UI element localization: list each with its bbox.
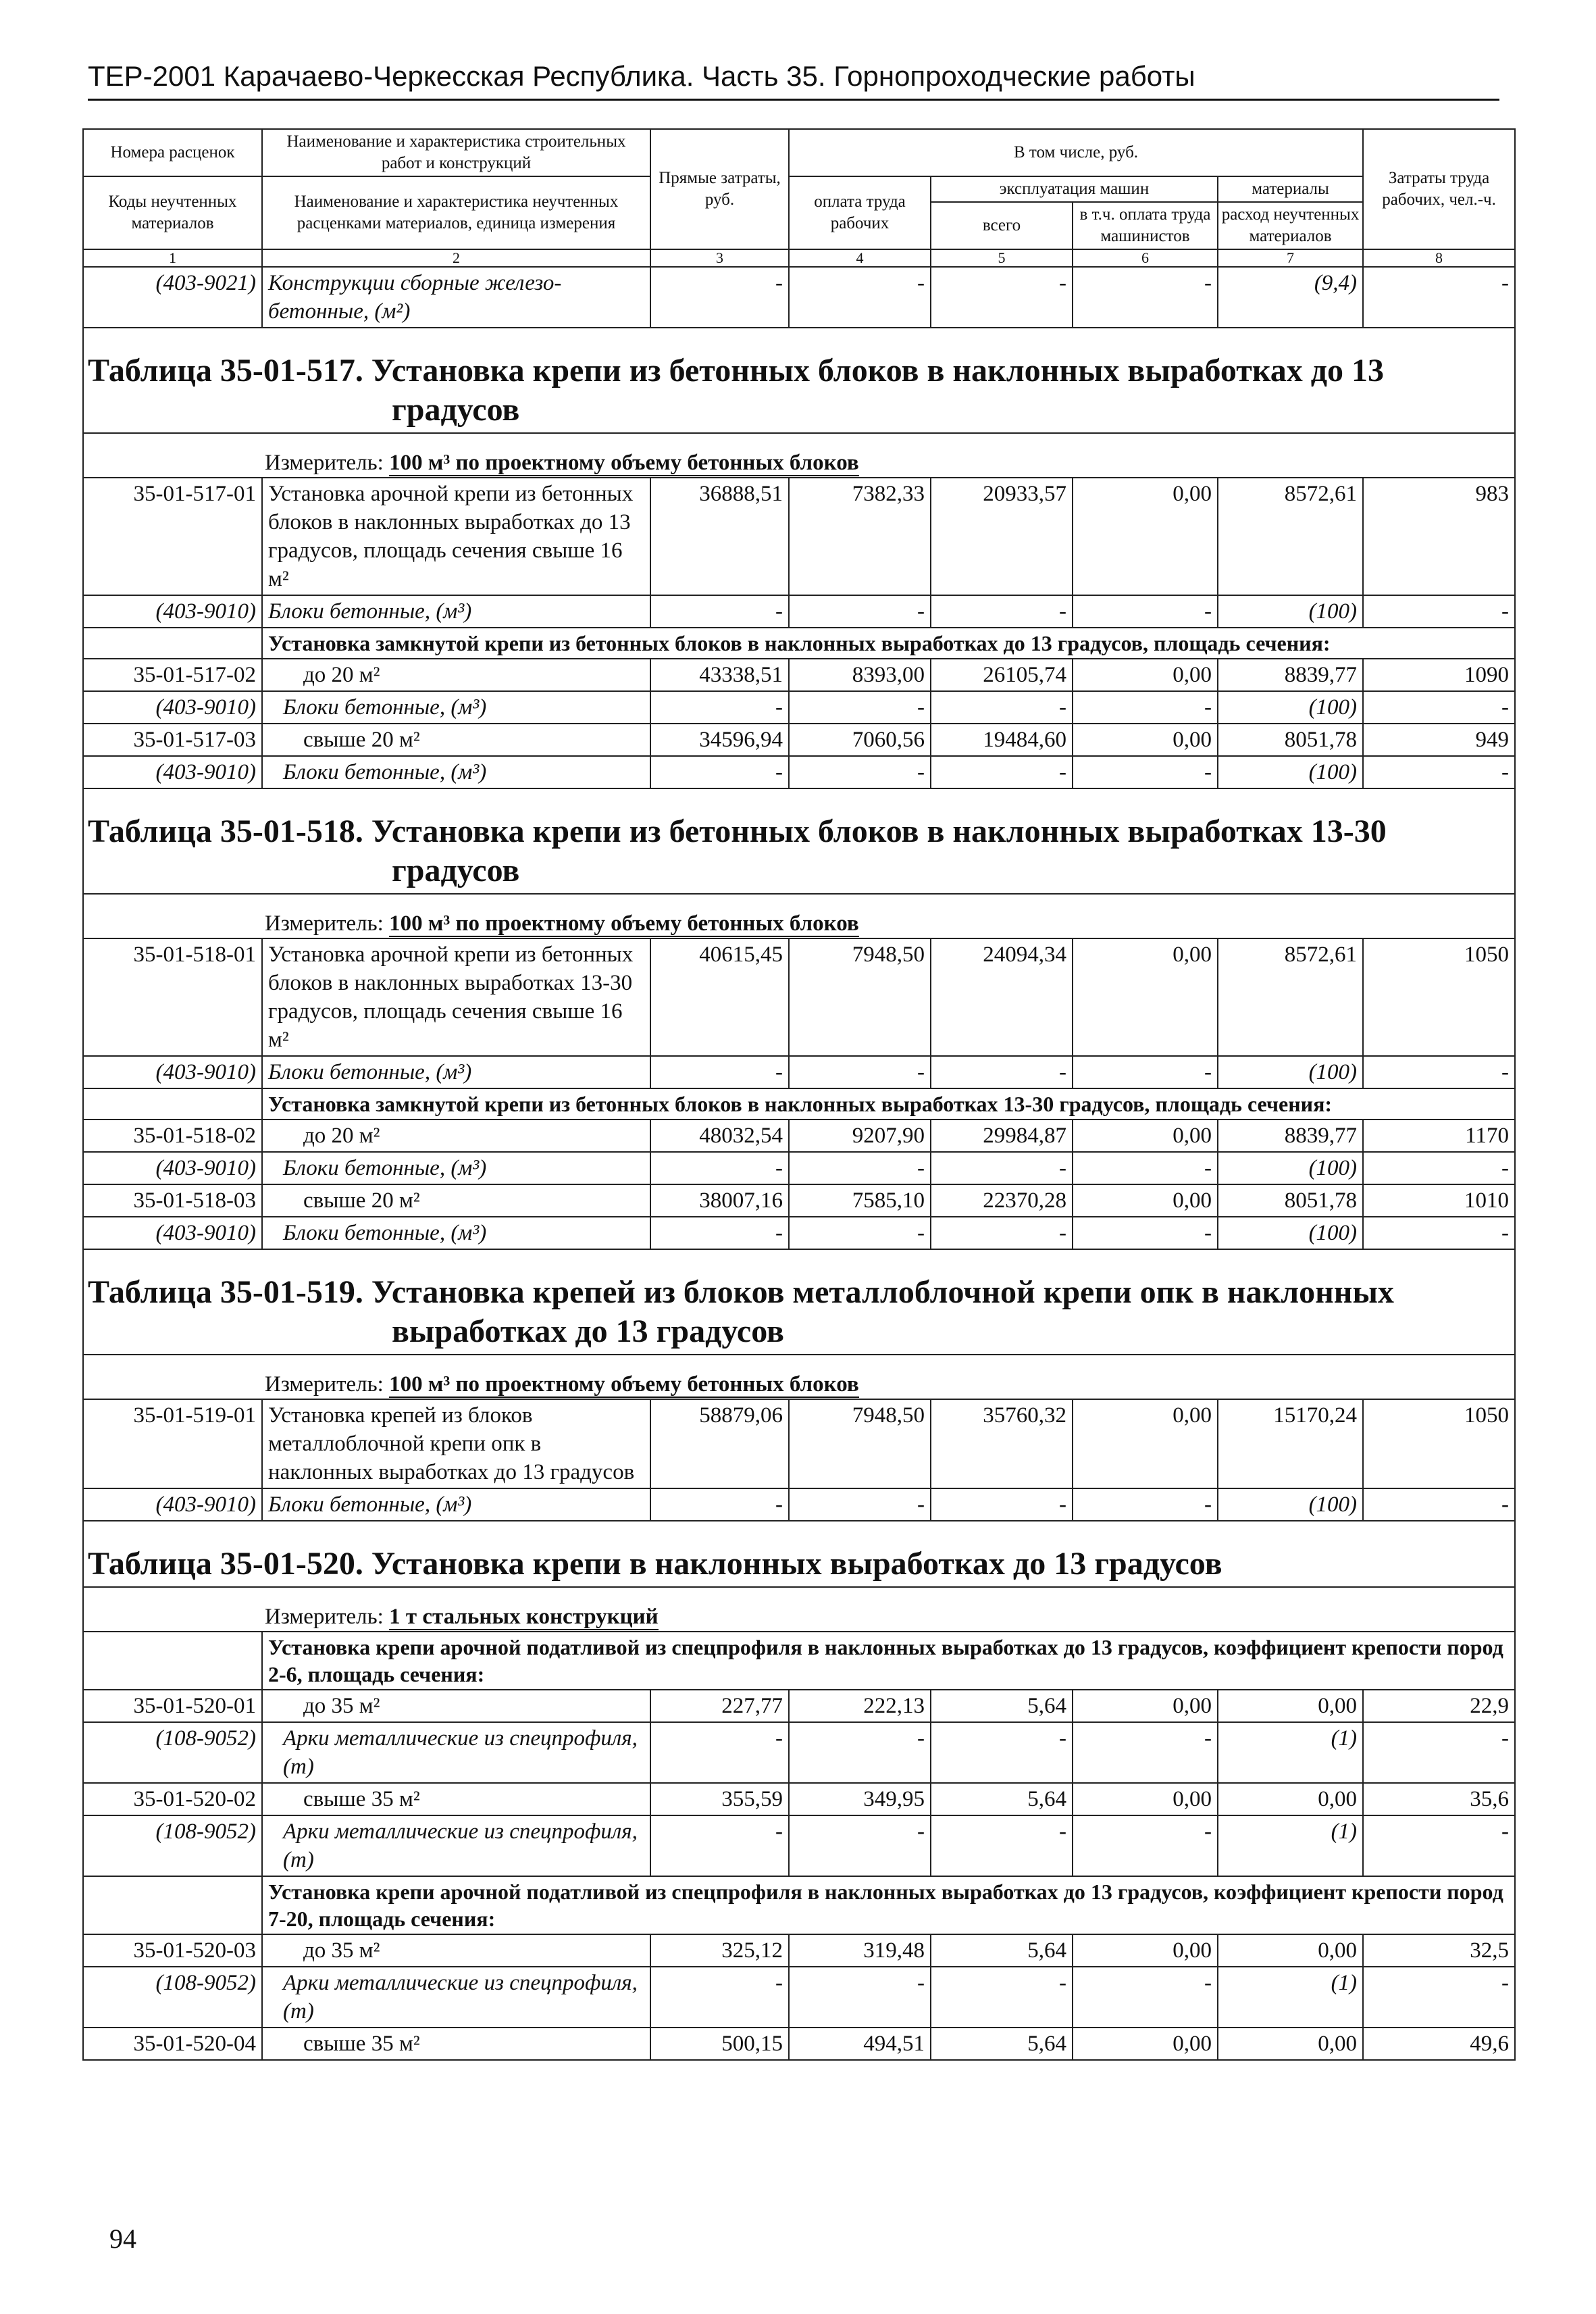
worker-hours: - xyxy=(1363,1815,1515,1876)
section-title-row xyxy=(83,788,1515,894)
header-including: В том числе, руб. xyxy=(789,129,1363,176)
machine-labor-cost: - xyxy=(1073,756,1218,788)
worker-hours: 1170 xyxy=(1363,1120,1515,1152)
labor-cost: - xyxy=(789,691,931,724)
labor-cost: 7948,50 xyxy=(789,1399,931,1488)
material-cost: 8839,77 xyxy=(1218,659,1363,691)
rate-name: свыше 35 м² xyxy=(262,1783,650,1815)
rate-name: до 20 м² xyxy=(262,1120,650,1152)
rate-name: до 35 м² xyxy=(262,1690,650,1722)
direct-cost: 36888,51 xyxy=(650,478,789,595)
rate-code: 35-01-518-03 xyxy=(83,1184,262,1217)
material-cost: 0,00 xyxy=(1218,1783,1363,1815)
worker-hours: 49,6 xyxy=(1363,2028,1515,2060)
table-row xyxy=(83,691,1515,724)
rate-code: 35-01-520-02 xyxy=(83,1783,262,1815)
table-row xyxy=(83,595,1515,628)
rates-sheet xyxy=(82,128,1514,2061)
header-name-bottom: Наименование и характеристика неучтенных расценками материалов, единица измерения xyxy=(262,176,650,249)
labor-cost: 222,13 xyxy=(789,1690,931,1722)
machine-labor-cost: 0,00 xyxy=(1073,1184,1218,1217)
header-code-bottom: Коды неучтенных материалов xyxy=(83,176,262,249)
material-code: (403-9021) xyxy=(83,267,262,328)
material-cost: (100) xyxy=(1218,1056,1363,1088)
machine-cost: - xyxy=(931,691,1073,724)
column-numbers-row xyxy=(83,249,1515,267)
material-code: (108-9052) xyxy=(83,1722,262,1783)
rate-name: до 20 м² xyxy=(262,659,650,691)
material-name: Блоки бетонные, (м³) xyxy=(262,1056,650,1088)
section-title-cont: выработках до 13 градусов xyxy=(392,1313,784,1349)
machine-cost: 26105,74 xyxy=(931,659,1073,691)
table-header-row xyxy=(83,176,1515,202)
column-number: 3 xyxy=(650,249,789,267)
direct-cost: 38007,16 xyxy=(650,1184,789,1217)
material-name: Блоки бетонные, (м³) xyxy=(262,1488,650,1521)
subheading: Установка крепи арочной податливой из спецпрофиля в наклонных выработках до 13 градусов, коэффициент крепости пород 7-20, площадь сечения: xyxy=(262,1876,1515,1934)
rate-code: 35-01-518-01 xyxy=(83,938,262,1056)
worker-hours: 1090 xyxy=(1363,659,1515,691)
measure-label: Измеритель: xyxy=(265,1605,384,1629)
direct-cost: - xyxy=(650,595,789,628)
header-materials: материалы xyxy=(1218,176,1363,202)
machine-cost: - xyxy=(931,1815,1073,1876)
worker-hours: - xyxy=(1363,1056,1515,1088)
machine-cost: 35760,32 xyxy=(931,1399,1073,1488)
table-row xyxy=(83,2028,1515,2060)
measure-label: Измеритель: xyxy=(265,1372,384,1397)
table-row xyxy=(83,1722,1515,1783)
machine-labor-cost: - xyxy=(1073,1815,1218,1876)
rate-name: свыше 35 м² xyxy=(262,2028,650,2060)
material-code: (403-9010) xyxy=(83,1056,262,1088)
machine-labor-cost: 0,00 xyxy=(1073,1120,1218,1152)
machine-labor-cost: 0,00 xyxy=(1073,2028,1218,2060)
subheading: Установка крепи арочной податливой из спецпрофиля в наклонных выработках до 13 градусов, коэффициент крепости пород 2-6, площадь сечения: xyxy=(262,1632,1515,1690)
column-number: 5 xyxy=(931,249,1073,267)
rate-name: до 35 м² xyxy=(262,1934,650,1967)
labor-cost: - xyxy=(789,595,931,628)
machine-labor-cost: - xyxy=(1073,267,1218,328)
direct-cost: 227,77 xyxy=(650,1690,789,1722)
worker-hours: - xyxy=(1363,1488,1515,1521)
material-cost: (1) xyxy=(1218,1967,1363,2028)
material-cost: (100) xyxy=(1218,1488,1363,1521)
subheading-row xyxy=(83,1876,1515,1934)
machine-labor-cost: 0,00 xyxy=(1073,478,1218,595)
header-machines: эксплуатация машин xyxy=(931,176,1218,202)
material-cost: 8572,61 xyxy=(1218,478,1363,595)
machine-cost: 5,64 xyxy=(931,1934,1073,1967)
labor-cost: 319,48 xyxy=(789,1934,931,1967)
labor-cost: - xyxy=(789,1722,931,1783)
material-cost: (100) xyxy=(1218,756,1363,788)
section-title-row xyxy=(83,328,1515,433)
machine-cost: 19484,60 xyxy=(931,724,1073,756)
table-row xyxy=(83,1690,1515,1722)
direct-cost: - xyxy=(650,1967,789,2028)
machine-cost: 24094,34 xyxy=(931,938,1073,1056)
table-row xyxy=(83,1815,1515,1876)
labor-cost: 7382,33 xyxy=(789,478,931,595)
rate-name: свыше 20 м² xyxy=(262,724,650,756)
labor-cost: - xyxy=(789,1488,931,1521)
table-row xyxy=(83,1967,1515,2028)
direct-cost: 48032,54 xyxy=(650,1120,789,1152)
machine-cost: 5,64 xyxy=(931,1690,1073,1722)
table-row xyxy=(83,478,1515,595)
section-title-row xyxy=(83,1521,1515,1587)
machine-labor-cost: 0,00 xyxy=(1073,1783,1218,1815)
subheading-row xyxy=(83,628,1515,659)
machine-cost: 5,64 xyxy=(931,1783,1073,1815)
machine-labor-cost: - xyxy=(1073,595,1218,628)
material-code: (403-9010) xyxy=(83,756,262,788)
measure-row xyxy=(83,1587,1515,1632)
worker-hours: 983 xyxy=(1363,478,1515,595)
section-title: Таблица 35-01-517. Установка крепи из бетонных блоков в наклонных выработках до 13 xyxy=(88,353,1385,388)
direct-cost: - xyxy=(650,267,789,328)
machine-labor-cost: - xyxy=(1073,1152,1218,1184)
material-name: Арки металлические из спецпрофиля, (т) xyxy=(262,1967,650,2028)
machine-labor-cost: - xyxy=(1073,1488,1218,1521)
material-cost: (9,4) xyxy=(1218,267,1363,328)
table-row xyxy=(83,1934,1515,1967)
material-cost: 8051,78 xyxy=(1218,724,1363,756)
header-name-top: Наименование и характеристика строительных работ и конструкций xyxy=(262,129,650,176)
machine-cost: - xyxy=(931,595,1073,628)
header-direct: Прямые затраты, руб. xyxy=(650,129,789,249)
header-machines-total: всего xyxy=(931,202,1073,249)
direct-cost: - xyxy=(650,1152,789,1184)
measure-label: Измеритель: xyxy=(265,911,384,936)
machine-cost: 5,64 xyxy=(931,2028,1073,2060)
material-code: (403-9010) xyxy=(83,1217,262,1249)
material-name: Арки металлические из спецпрофиля, (т) xyxy=(262,1815,650,1876)
machine-labor-cost: 0,00 xyxy=(1073,724,1218,756)
material-cost: (100) xyxy=(1218,1217,1363,1249)
material-cost: 8572,61 xyxy=(1218,938,1363,1056)
worker-hours: 1050 xyxy=(1363,1399,1515,1488)
labor-cost: 7948,50 xyxy=(789,938,931,1056)
material-cost: 15170,24 xyxy=(1218,1399,1363,1488)
section-title-cont: градусов xyxy=(392,853,520,888)
table-row xyxy=(83,1399,1515,1488)
material-name: Блоки бетонные, (м³) xyxy=(262,1152,650,1184)
material-name: Арки металлические из спецпрофиля, (т) xyxy=(262,1722,650,1783)
labor-cost: - xyxy=(789,1152,931,1184)
worker-hours: 35,6 xyxy=(1363,1783,1515,1815)
labor-cost: 349,95 xyxy=(789,1783,931,1815)
subheading: Установка замкнутой крепи из бетонных блоков в наклонных выработках до 13 градусов, площадь сечения: xyxy=(262,628,1515,659)
column-number: 7 xyxy=(1218,249,1363,267)
header-workers: Затраты труда рабочих, чел.-ч. xyxy=(1363,129,1515,249)
material-name: Блоки бетонные, (м³) xyxy=(262,1217,650,1249)
material-name: Конструкции сборные железо-бетонные, (м²) xyxy=(262,267,650,328)
machine-labor-cost: 0,00 xyxy=(1073,1934,1218,1967)
table-row xyxy=(83,1120,1515,1152)
machine-cost: 22370,28 xyxy=(931,1184,1073,1217)
machine-cost: - xyxy=(931,1722,1073,1783)
table-row xyxy=(83,267,1515,328)
measure-value: 100 м³ по проектному объему бетонных блоков xyxy=(389,451,859,475)
direct-cost: 325,12 xyxy=(650,1934,789,1967)
worker-hours: - xyxy=(1363,1152,1515,1184)
machine-labor-cost: - xyxy=(1073,1967,1218,2028)
direct-cost: - xyxy=(650,691,789,724)
machine-labor-cost: - xyxy=(1073,1056,1218,1088)
direct-cost: 500,15 xyxy=(650,2028,789,2060)
material-code: (403-9010) xyxy=(83,1488,262,1521)
section-title: Таблица 35-01-518. Установка крепи из бетонных блоков в наклонных выработках 13-30 xyxy=(88,813,1387,849)
table-row xyxy=(83,1217,1515,1249)
material-cost: (100) xyxy=(1218,1152,1363,1184)
column-number: 6 xyxy=(1073,249,1218,267)
machine-labor-cost: 0,00 xyxy=(1073,938,1218,1056)
table-row xyxy=(83,1152,1515,1184)
labor-cost: 7060,56 xyxy=(789,724,931,756)
direct-cost: 355,59 xyxy=(650,1783,789,1815)
material-cost: 8051,78 xyxy=(1218,1184,1363,1217)
page-header xyxy=(88,59,1499,101)
table-row xyxy=(83,724,1515,756)
worker-hours: 32,5 xyxy=(1363,1934,1515,1967)
rate-code: 35-01-517-02 xyxy=(83,659,262,691)
rate-code: 35-01-517-01 xyxy=(83,478,262,595)
worker-hours: 1050 xyxy=(1363,938,1515,1056)
machine-cost: - xyxy=(931,267,1073,328)
measure-row xyxy=(83,433,1515,478)
table-row xyxy=(83,1783,1515,1815)
direct-cost: 40615,45 xyxy=(650,938,789,1056)
machine-labor-cost: 0,00 xyxy=(1073,1690,1218,1722)
direct-cost: - xyxy=(650,1722,789,1783)
rate-code: 35-01-520-03 xyxy=(83,1934,262,1967)
rate-code: 35-01-517-03 xyxy=(83,724,262,756)
material-code: (403-9010) xyxy=(83,691,262,724)
rate-code: 35-01-518-02 xyxy=(83,1120,262,1152)
header-code-top: Номера расценок xyxy=(83,129,262,176)
direct-cost: - xyxy=(650,756,789,788)
worker-hours: - xyxy=(1363,1967,1515,2028)
column-number: 1 xyxy=(83,249,262,267)
direct-cost: 34596,94 xyxy=(650,724,789,756)
machine-cost: 29984,87 xyxy=(931,1120,1073,1152)
material-code: (403-9010) xyxy=(83,595,262,628)
machine-cost: - xyxy=(931,1152,1073,1184)
machine-cost: - xyxy=(931,1488,1073,1521)
material-code: (403-9010) xyxy=(83,1152,262,1184)
labor-cost: - xyxy=(789,1056,931,1088)
measure-value: 100 м³ по проектному объему бетонных блоков xyxy=(389,911,859,936)
rate-code: 35-01-519-01 xyxy=(83,1399,262,1488)
direct-cost: 58879,06 xyxy=(650,1399,789,1488)
subheading: Установка замкнутой крепи из бетонных блоков в наклонных выработках 13-30 градусов, площадь сечения: xyxy=(262,1088,1515,1120)
section-title-cont: градусов xyxy=(392,392,520,428)
labor-cost: 9207,90 xyxy=(789,1120,931,1152)
table-row xyxy=(83,1184,1515,1217)
machine-cost: 20933,57 xyxy=(931,478,1073,595)
worker-hours: - xyxy=(1363,691,1515,724)
machine-cost: - xyxy=(931,1217,1073,1249)
header-machines-labor: в т.ч. оплата труда машинистов xyxy=(1073,202,1218,249)
worker-hours: - xyxy=(1363,595,1515,628)
measure-label: Измеритель: xyxy=(265,451,384,475)
column-number: 8 xyxy=(1363,249,1515,267)
direct-cost: - xyxy=(650,1056,789,1088)
labor-cost: - xyxy=(789,1217,931,1249)
worker-hours: - xyxy=(1363,1217,1515,1249)
page-number: 94 xyxy=(109,2223,136,2254)
measure-row xyxy=(83,1355,1515,1399)
header-labor: оплата труда рабочих xyxy=(789,176,931,249)
material-cost: (100) xyxy=(1218,595,1363,628)
material-cost: (1) xyxy=(1218,1722,1363,1783)
table-header-row xyxy=(83,129,1515,176)
direct-cost: 43338,51 xyxy=(650,659,789,691)
direct-cost: - xyxy=(650,1217,789,1249)
rates-table xyxy=(82,128,1516,2061)
material-name: Блоки бетонные, (м³) xyxy=(262,595,650,628)
material-cost: 0,00 xyxy=(1218,1934,1363,1967)
material-name: Блоки бетонные, (м³) xyxy=(262,756,650,788)
header-materials-sub: расход неучтенных материалов xyxy=(1218,202,1363,249)
worker-hours: 949 xyxy=(1363,724,1515,756)
worker-hours: - xyxy=(1363,1722,1515,1783)
rate-name: Установка арочной крепи из бетонных блоков в наклонных выработках 13-30 градусов, площадь сечения свыше 16 м² xyxy=(262,938,650,1056)
labor-cost: 494,51 xyxy=(789,2028,931,2060)
worker-hours: - xyxy=(1363,756,1515,788)
direct-cost: - xyxy=(650,1488,789,1521)
machine-labor-cost: - xyxy=(1073,691,1218,724)
material-code: (108-9052) xyxy=(83,1967,262,2028)
machine-labor-cost: 0,00 xyxy=(1073,1399,1218,1488)
material-name: Блоки бетонные, (м³) xyxy=(262,691,650,724)
worker-hours: 1010 xyxy=(1363,1184,1515,1217)
material-cost: 0,00 xyxy=(1218,2028,1363,2060)
worker-hours: - xyxy=(1363,267,1515,328)
table-row xyxy=(83,659,1515,691)
rate-name: Установка арочной крепи из бетонных блоков в наклонных выработках до 13 градусов, площадь сечения свыше 16 м² xyxy=(262,478,650,595)
measure-value: 1 т стальных конструкций xyxy=(389,1605,659,1629)
measure-value: 100 м³ по проектному объему бетонных блоков xyxy=(389,1372,859,1397)
worker-hours: 22,9 xyxy=(1363,1690,1515,1722)
section-title-row xyxy=(83,1249,1515,1355)
rate-name: свыше 20 м² xyxy=(262,1184,650,1217)
section-title: Таблица 35-01-520. Установка крепи в наклонных выработках до 13 градусов xyxy=(88,1546,1222,1582)
table-row xyxy=(83,1056,1515,1088)
page-header-title: ТЕР-2001 Карачаево-Черкесская Республика. Часть 35. Горнопроходческие работы xyxy=(88,60,1195,92)
machine-labor-cost: 0,00 xyxy=(1073,659,1218,691)
direct-cost: - xyxy=(650,1815,789,1876)
labor-cost: 7585,10 xyxy=(789,1184,931,1217)
subheading-row xyxy=(83,1632,1515,1690)
machine-labor-cost: - xyxy=(1073,1217,1218,1249)
labor-cost: 8393,00 xyxy=(789,659,931,691)
machine-cost: - xyxy=(931,1967,1073,2028)
column-number: 4 xyxy=(789,249,931,267)
measure-row xyxy=(83,894,1515,938)
material-cost: 8839,77 xyxy=(1218,1120,1363,1152)
table-row xyxy=(83,1488,1515,1521)
rate-code: 35-01-520-04 xyxy=(83,2028,262,2060)
material-cost: (100) xyxy=(1218,691,1363,724)
column-number: 2 xyxy=(262,249,650,267)
material-code: (108-9052) xyxy=(83,1815,262,1876)
material-cost: (1) xyxy=(1218,1815,1363,1876)
rate-name: Установка крепей из блоков металлоблочной крепи опк в наклонных выработках до 13 градусов xyxy=(262,1399,650,1488)
labor-cost: - xyxy=(789,1967,931,2028)
material-cost: 0,00 xyxy=(1218,1690,1363,1722)
machine-cost: - xyxy=(931,756,1073,788)
table-row xyxy=(83,756,1515,788)
rate-code: 35-01-520-01 xyxy=(83,1690,262,1722)
machine-cost: - xyxy=(931,1056,1073,1088)
labor-cost: - xyxy=(789,756,931,788)
section-title: Таблица 35-01-519. Установка крепей из блоков металлоблочной крепи опк в наклонных xyxy=(88,1274,1394,1310)
table-row xyxy=(83,938,1515,1056)
labor-cost: - xyxy=(789,1815,931,1876)
subheading-row xyxy=(83,1088,1515,1120)
machine-labor-cost: - xyxy=(1073,1722,1218,1783)
labor-cost: - xyxy=(789,267,931,328)
